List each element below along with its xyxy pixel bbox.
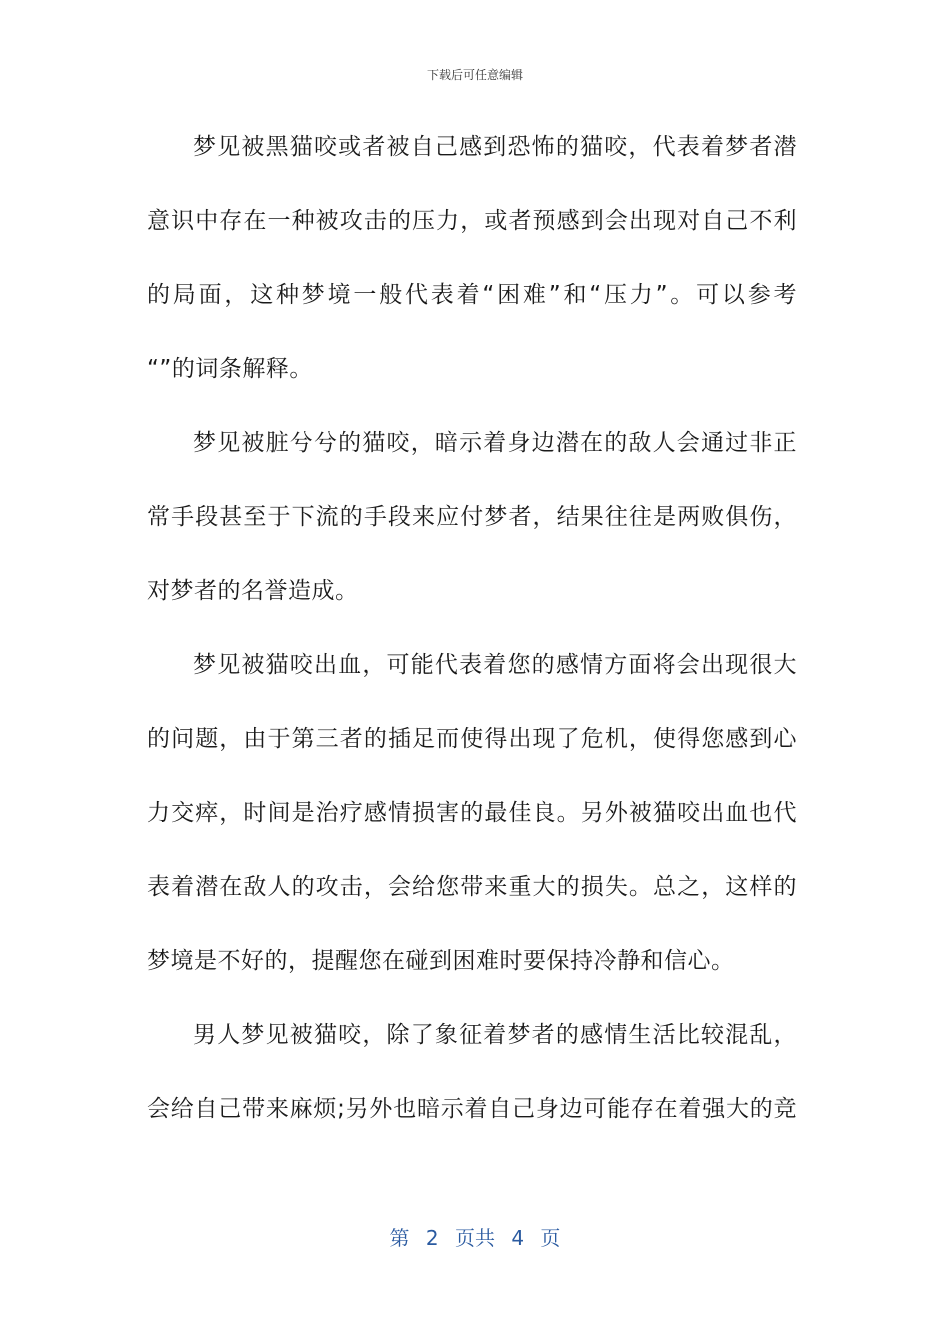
paragraph bbox=[147, 406, 797, 628]
paragraph bbox=[147, 628, 797, 998]
page-header: 下载后可任意编辑 bbox=[426, 68, 523, 82]
paragraph bbox=[147, 998, 797, 1146]
page-number-footer: 第 2 页共 4 页 bbox=[389, 1226, 561, 1250]
document-body bbox=[147, 110, 797, 1146]
text-line: 梦境是不好的，提醒您在碰到困难时要保持冷静和信心。 bbox=[147, 948, 735, 974]
paragraph bbox=[147, 110, 797, 406]
text-line: 梦见被黑猫咬或者被自己感到恐怖的猫咬，代表着梦者潜 bbox=[193, 134, 797, 160]
text-line: “”的词条解释。 bbox=[147, 356, 313, 382]
text-line: 对梦者的名誉造成。 bbox=[147, 578, 359, 604]
text-line: 意识中存在一种被攻击的压力，或者预感到会出现对自己不利 bbox=[147, 208, 797, 234]
text-line: 的局面，这种梦境一般代表着“困难”和“压力”。可以参考 bbox=[147, 282, 797, 308]
text-line: 会给自己带来麻烦;另外也暗示着自己身边可能存在着强大的竞 bbox=[147, 1096, 797, 1122]
text-line: 的问题，由于第三者的插足而使得出现了危机，使得您感到心 bbox=[147, 726, 797, 752]
text-line: 梦见被猫咬出血，可能代表着您的感情方面将会出现很大 bbox=[193, 652, 797, 678]
text-line: 梦见被脏兮兮的猫咬，暗示着身边潜在的敌人会通过非正 bbox=[193, 430, 797, 456]
text-line: 表着潜在敌人的攻击，会给您带来重大的损失。总之，这样的 bbox=[147, 874, 797, 900]
text-line: 力交瘁，时间是治疗感情损害的最佳良。另外被猫咬出血也代 bbox=[147, 800, 797, 826]
text-line: 男人梦见被猫咬，除了象征着梦者的感情生活比较混乱， bbox=[193, 1022, 797, 1048]
text-line: 常手段甚至于下流的手段来应付梦者，结果往往是两败俱伤， bbox=[147, 504, 797, 530]
